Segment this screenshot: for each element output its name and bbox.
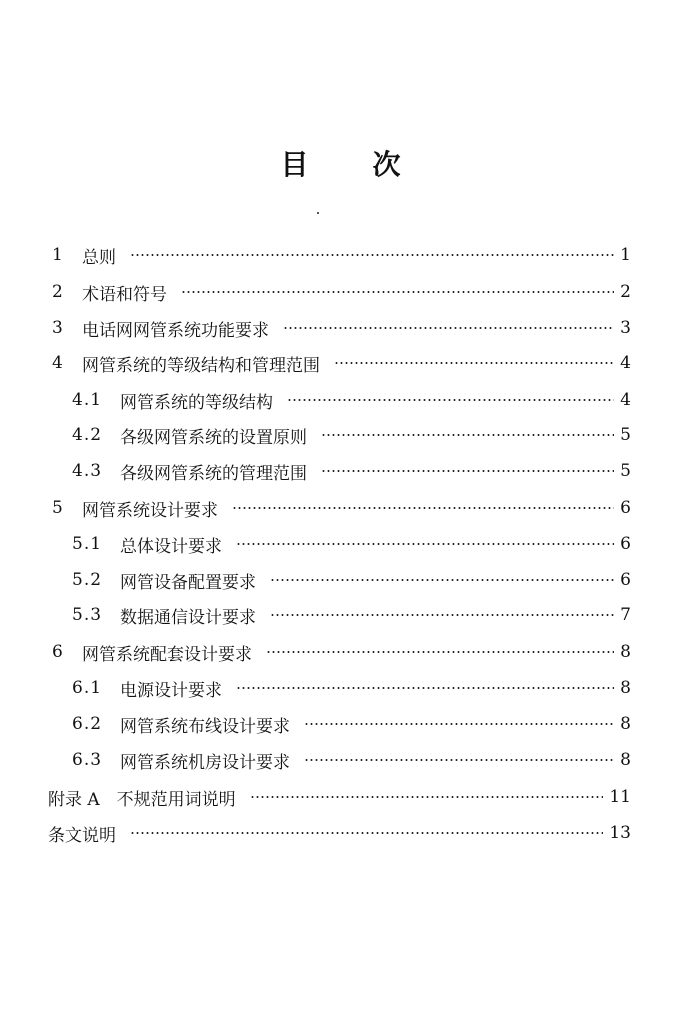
dot-leader bbox=[304, 723, 614, 725]
toc-page-number: 5 bbox=[620, 425, 631, 445]
toc-entry[interactable] bbox=[52, 638, 631, 666]
dot-leader bbox=[321, 434, 614, 436]
dot-leader bbox=[236, 543, 614, 545]
toc-number: 5.3 bbox=[72, 605, 103, 625]
toc-entry[interactable] bbox=[72, 421, 631, 449]
toc-entry[interactable] bbox=[52, 241, 631, 269]
dot-leader bbox=[287, 399, 614, 401]
dot-leader bbox=[130, 832, 603, 834]
toc-page-number: 11 bbox=[609, 787, 631, 807]
toc-title: 术语和符号 bbox=[82, 284, 167, 305]
toc-entry[interactable] bbox=[52, 314, 631, 342]
toc-entry[interactable] bbox=[72, 530, 631, 558]
toc-entry[interactable] bbox=[52, 494, 631, 522]
toc-number: 5.2 bbox=[72, 570, 103, 590]
toc-entry-appendix[interactable] bbox=[48, 783, 631, 811]
toc-number: 6.1 bbox=[72, 678, 103, 698]
toc-page-number: 6 bbox=[620, 534, 631, 554]
toc-entry[interactable] bbox=[72, 566, 631, 594]
toc-title: 电源设计要求 bbox=[120, 680, 222, 701]
toc-number: 4.3 bbox=[72, 461, 103, 481]
toc-page-number: 6 bbox=[620, 498, 631, 518]
toc-page-number: 8 bbox=[620, 642, 631, 662]
toc-number: 4.1 bbox=[72, 390, 103, 410]
toc-title: 条文说明 bbox=[48, 825, 116, 846]
page-title bbox=[0, 143, 683, 183]
toc-page-number: 1 bbox=[620, 245, 631, 265]
toc-page-number: 5 bbox=[620, 461, 631, 481]
toc-page-number: 4 bbox=[620, 353, 631, 373]
toc-title: 网管设备配置要求 bbox=[120, 572, 256, 593]
toc-page-number: 8 bbox=[620, 714, 631, 734]
toc-entry[interactable] bbox=[72, 457, 631, 485]
toc-number: 4 bbox=[52, 353, 63, 373]
toc-title: 总体设计要求 bbox=[120, 536, 222, 557]
dot-leader bbox=[304, 759, 614, 761]
toc-page-number: 8 bbox=[620, 750, 631, 770]
toc-number: 6.2 bbox=[72, 714, 103, 734]
dot-leader bbox=[130, 254, 614, 256]
dot-leader bbox=[236, 687, 614, 689]
toc-number: 2 bbox=[52, 282, 63, 302]
toc-entry[interactable] bbox=[52, 349, 631, 377]
toc-number: 6 bbox=[52, 642, 63, 662]
title-char-right: 次 bbox=[372, 148, 403, 181]
toc-page-number: 3 bbox=[620, 318, 631, 338]
toc-title: 网管系统机房设计要求 bbox=[120, 752, 290, 773]
dot-leader bbox=[266, 651, 614, 653]
toc-title: 网管系统设计要求 bbox=[82, 500, 218, 521]
dot-leader bbox=[181, 291, 614, 293]
toc-number: 5.1 bbox=[72, 534, 103, 554]
dot-leader bbox=[270, 614, 614, 616]
toc-page-number: 8 bbox=[620, 678, 631, 698]
toc-page-number: 13 bbox=[609, 823, 631, 843]
toc-number: 3 bbox=[52, 318, 63, 338]
toc-title: 各级网管系统的设置原则 bbox=[120, 427, 307, 448]
dot-leader bbox=[321, 470, 614, 472]
toc-title: 电话网网管系统功能要求 bbox=[82, 320, 269, 341]
toc-number: 1 bbox=[52, 245, 63, 265]
toc-title: 数据通信设计要求 bbox=[120, 607, 256, 628]
toc-title: 各级网管系统的管理范围 bbox=[120, 463, 307, 484]
toc-title: 网管系统的等级结构 bbox=[120, 392, 273, 413]
toc-number: 6.3 bbox=[72, 750, 103, 770]
toc-title: 网管系统的等级结构和管理范围 bbox=[82, 355, 320, 376]
dot-leader bbox=[283, 327, 614, 329]
toc-title: 附录 A 不规范用词说明 bbox=[48, 789, 236, 810]
toc-page-number: 7 bbox=[620, 605, 631, 625]
toc-entry[interactable] bbox=[72, 710, 631, 738]
toc-page-number: 4 bbox=[620, 390, 631, 410]
toc-title: 总则 bbox=[82, 247, 116, 268]
toc-number: 4.2 bbox=[72, 425, 103, 445]
toc-number: 5 bbox=[52, 498, 63, 518]
toc-entry[interactable] bbox=[52, 278, 631, 306]
dot-leader bbox=[334, 362, 614, 364]
scan-speck bbox=[317, 212, 319, 214]
toc-entry[interactable] bbox=[72, 386, 631, 414]
toc-title: 网管系统布线设计要求 bbox=[120, 716, 290, 737]
title-char-left: 目 bbox=[280, 148, 311, 181]
dot-leader bbox=[232, 507, 614, 509]
toc-entry[interactable] bbox=[72, 601, 631, 629]
toc-entry[interactable] bbox=[72, 746, 631, 774]
toc-page-number: 2 bbox=[620, 282, 631, 302]
toc-entry-explanation[interactable] bbox=[48, 819, 631, 847]
dot-leader bbox=[250, 796, 604, 798]
toc-title: 网管系统配套设计要求 bbox=[82, 644, 252, 665]
toc-entry[interactable] bbox=[72, 674, 631, 702]
toc-page-number: 6 bbox=[620, 570, 631, 590]
dot-leader bbox=[270, 579, 614, 581]
